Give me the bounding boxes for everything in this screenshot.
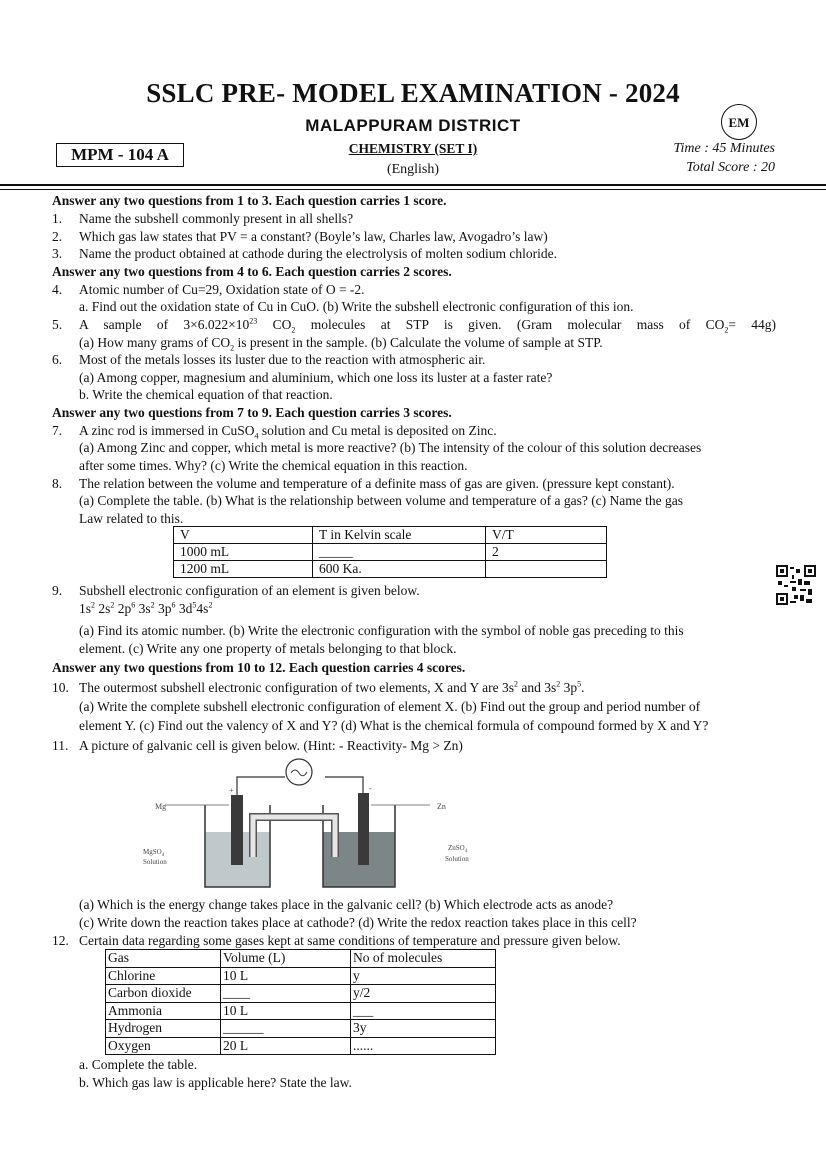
total-score-label: Total Score : 20: [686, 160, 775, 175]
header-rule-thick: [0, 184, 826, 186]
table-cell: Carbon dioxide: [106, 985, 221, 1003]
table-cell: ____: [221, 985, 351, 1003]
question-9-line-3: (a) Find its atomic number. (b) Write the electronic configuration with the symbol of noble gas preceding to this: [79, 623, 684, 638]
question-4-line-2: a. Find out the oxidation state of Cu in CuO. (b) Write the subshell electronic configuration of this ion.: [79, 299, 634, 314]
table-cell: ......: [351, 1037, 496, 1055]
section-instruction-3: Answer any two questions from 7 to 9. Each question carries 3 scores.: [52, 405, 452, 420]
exam-title: SSLC PRE- MODEL EXAMINATION - 2024: [146, 78, 680, 108]
question-12-line-1: Certain data regarding some gases kept at same conditions of temperature and pressure given below.: [79, 933, 621, 948]
zinc-electrode: [358, 793, 369, 865]
question-5-line-1: A sample of $3\times 6.022\times 10^{23}$ $CO_2$ molecules at STP is given. (Gram molecular mass of $CO_2= 44g$): [79, 316, 777, 335]
table-cell: 3y: [351, 1020, 496, 1038]
table-header-row: [174, 527, 607, 544]
electron-configuration: $1s^2$ $2s^2$ $2p^6$ $3s^2$ $3p^6$ $3d^54s^2$: [79, 600, 213, 616]
question-number: 12.: [52, 933, 69, 948]
question-11-line-3: (c) Write down the reaction takes place at cathode? (d) Write the redox reaction takes place in this cell?: [79, 915, 637, 930]
magnesium-electrode: [231, 795, 243, 865]
question-number: 1.: [52, 211, 63, 226]
galvanic-cell-diagram: [125, 757, 485, 892]
left-solution-label-2: Solution: [143, 858, 167, 866]
table-cell: Oxygen: [106, 1037, 221, 1055]
mg-label: Mg: [155, 802, 167, 811]
table-cell: Hydrogen: [106, 1020, 221, 1038]
table-cell: 2: [486, 544, 607, 561]
table-cell: 1200 mL: [174, 561, 313, 578]
question-8-line-1: The relation between the volume and temperature of a definite mass of gas are given. (pressure kept constant).: [79, 476, 675, 491]
table-cell: 1000 mL: [174, 544, 313, 561]
minus-label: -: [369, 784, 372, 793]
table-header-cell: T in Kelvin scale: [313, 527, 486, 544]
table-header-cell: V/T: [486, 527, 607, 544]
table-header-cell: V: [174, 527, 313, 544]
question-9-line-1: Subshell electronic configuration of an element is given below.: [79, 583, 420, 598]
question-number: 6.: [52, 352, 63, 367]
table-header-row: [106, 950, 496, 968]
right-solution-label-2: Solution: [445, 855, 469, 863]
question-8-line-2: (a) Complete the table. (b) What is the relationship between volume and temperature of a gas? (c) Name the gas: [79, 493, 684, 508]
table-cell: 10 L: [221, 1002, 351, 1020]
table-row: [174, 544, 607, 561]
district-name: MALAPPURAM DISTRICT: [305, 116, 521, 135]
question-1-text: Name the subshell commonly present in all shells?: [79, 211, 354, 226]
question-number: 8.: [52, 476, 63, 491]
header-rule-thin: [0, 189, 826, 190]
table-cell: y: [351, 967, 496, 985]
section-instruction-1: Answer any two questions from 1 to 3. Each question carries 1 score.: [52, 193, 447, 208]
question-7-line-3: after some times. Why? (c) Write the chemical equation in this reaction.: [79, 458, 468, 473]
question-7-line-2: (a) Among Zinc and copper, which metal is more reactive? (b) The intensity of the colour of this solution decreases: [79, 440, 702, 455]
table-row: [106, 1037, 496, 1055]
table-cell: y/2: [351, 985, 496, 1003]
question-number: 10.: [52, 680, 69, 695]
volume-temperature-table: [173, 526, 607, 578]
language-label: (English): [386, 162, 440, 177]
section-instruction-2: Answer any two questions from 4 to 6. Each question carries 2 scores.: [52, 264, 452, 279]
question-5-line-2: (a) How many grams of $CO_2$ is present in the sample. (b) Calculate the volume of sample at STP.: [79, 335, 603, 353]
table-cell: 600 Ka.: [313, 561, 486, 578]
question-3-text: Name the product obtained at cathode during the electrolysis of molten sodium chloride.: [79, 246, 557, 261]
table-row: [106, 985, 496, 1003]
question-number: 5.: [52, 317, 63, 332]
voltmeter-icon: [286, 759, 312, 785]
question-number: 7.: [52, 423, 63, 438]
table-row: [174, 561, 607, 578]
table-header-cell: Gas: [106, 950, 221, 968]
question-number: 11.: [52, 738, 69, 753]
subject-title: CHEMISTRY (SET I): [348, 141, 478, 156]
zn-label: Zn: [437, 802, 446, 811]
question-10-line-2: (a) Write the complete subshell electronic configuration of element X. (b) Find out the group and period number of: [79, 699, 701, 714]
table-row: [106, 1002, 496, 1020]
table-header-cell: No of molecules: [351, 950, 496, 968]
question-6-line-1: Most of the metals losses its luster due to the reaction with atmospheric air.: [79, 352, 486, 367]
table-cell: _____: [313, 544, 486, 561]
right-solution-label: ZnSO$_4$: [448, 844, 468, 854]
question-6-line-3: b. Write the chemical equation of that reaction.: [79, 387, 333, 402]
plus-label: +: [229, 786, 234, 795]
table-cell: 20 L: [221, 1037, 351, 1055]
table-cell: [486, 561, 607, 578]
question-number: 3.: [52, 246, 63, 261]
gases-table: [105, 949, 496, 1055]
table-row: [106, 967, 496, 985]
table-row: [106, 1020, 496, 1038]
question-number: 9.: [52, 583, 63, 598]
paper-code: MPM - 104 A: [56, 143, 184, 167]
question-12-part-a: a. Complete the table.: [79, 1057, 198, 1072]
question-10-line-3: element Y. (c) Find out the valency of X and Y? (d) What is the chemical formula of compound formed by X and Y?: [79, 718, 709, 733]
question-8-line-3: Law related to this.: [79, 511, 184, 526]
table-header-cell: Volume (L): [221, 950, 351, 968]
time-label: Time : 45 Minutes: [673, 141, 775, 156]
question-11-line-1: A picture of galvanic cell is given below. (Hint: - Reactivity- Mg > Zn): [79, 738, 463, 753]
table-cell: Ammonia: [106, 1002, 221, 1020]
table-cell: ______: [221, 1020, 351, 1038]
question-4-line-1: Atomic number of Cu=29, Oxidation state of O = -2.: [79, 282, 365, 297]
question-6-line-2: (a) Among copper, magnesium and aluminium, which one loss its luster at a faster rate?: [79, 370, 553, 385]
question-2-text: Which gas law states that PV = a constant? (Boyle’s law, Charles law, Avogadro’s law): [79, 229, 548, 244]
question-9-line-4: element. (c) Write any one property of metals belonging to that block.: [79, 641, 457, 656]
table-cell: 10 L: [221, 967, 351, 985]
table-cell: Chlorine: [106, 967, 221, 985]
question-number: 2.: [52, 229, 63, 244]
left-solution-label: MgSO$_4$: [143, 848, 165, 858]
question-10-line-1: The outermost subshell electronic configuration of two elements, X and Y are $3s^2$ and $3s^2$ $3p^5$.: [79, 679, 585, 695]
question-7-line-1: A zinc rod is immersed in CuSO$_4$ solution and Cu metal is deposited on Zinc.: [79, 423, 497, 441]
question-number: 4.: [52, 282, 63, 297]
question-12-part-b: b. Which gas law is applicable here? State the law.: [79, 1075, 352, 1090]
table-cell: ___: [351, 1002, 496, 1020]
medium-badge: EM: [721, 104, 757, 140]
section-instruction-4: Answer any two questions from 10 to 12. Each question carries 4 scores.: [52, 660, 466, 675]
qr-code-icon[interactable]: [776, 565, 816, 605]
question-11-line-2: (a) Which is the energy change takes place in the galvanic cell? (b) Which electrode acts as anode?: [79, 897, 614, 912]
